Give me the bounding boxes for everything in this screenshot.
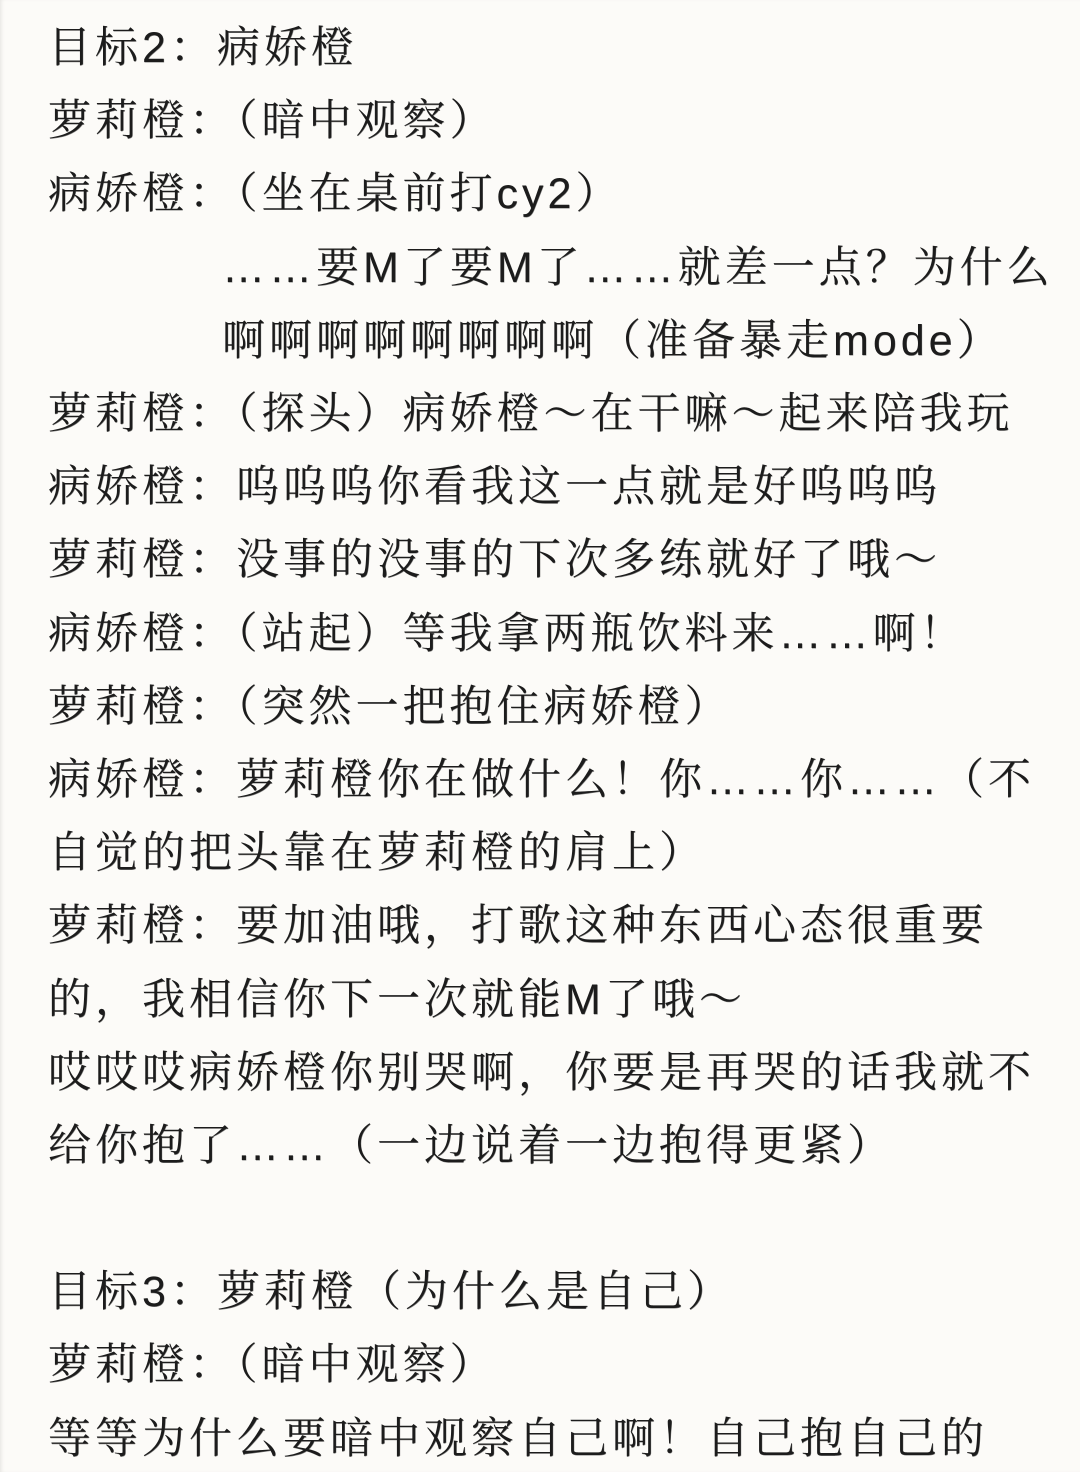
script-line: 哎哎哎病娇橙你别哭啊，你要是再哭的话我就不 [48,1048,1035,1097]
script-line: ……要M了要M了……就差一点？为什么 [222,243,1054,292]
script-line: 病娇橙：（站起）等我拿两瓶饮料来……啊！ [48,609,967,658]
script-line: 萝莉橙：没事的没事的下次多练就好了哦～ [48,536,941,585]
script-line: 啊啊啊啊啊啊啊啊（准备暴走mode） [222,316,1004,365]
script-line: 自觉的把头靠在萝莉橙的肩上） [48,829,706,878]
script-line: 萝莉橙：（突然一把抱住病娇橙） [48,682,732,731]
script-line: 给你抱了……（一边说着一边抱得更紧） [48,1121,894,1170]
script-line: 病娇橙：呜呜呜你看我这一点就是好呜呜呜 [48,463,941,512]
script-line: 萝莉橙：（暗中观察） [48,97,497,146]
section-heading: 目标2：病娇橙 [48,24,358,73]
section-heading: 目标3：萝莉橙（为什么是自己） [48,1268,734,1317]
script-line: 萝莉橙：（暗中观察） [48,1341,497,1390]
blank-line [48,1179,1060,1252]
script-line: 的，我相信你下一次就能M了哦～ [48,975,746,1024]
script-line: 萝莉橙：（探头）病娇橙～在干嘛～起来陪我玩 [48,390,1014,439]
script-line: 萝莉橙：要加油哦，打歌这种东西心态很重要 [48,902,988,951]
script-line: 病娇橙：（坐在桌前打cy2） [48,170,623,219]
script-line: 病娇橙：萝莉橙你在做什么！你……你……（不 [48,755,1035,804]
script-line: 等等为什么要暗中观察自己啊！自己抱自己的 [48,1414,988,1463]
